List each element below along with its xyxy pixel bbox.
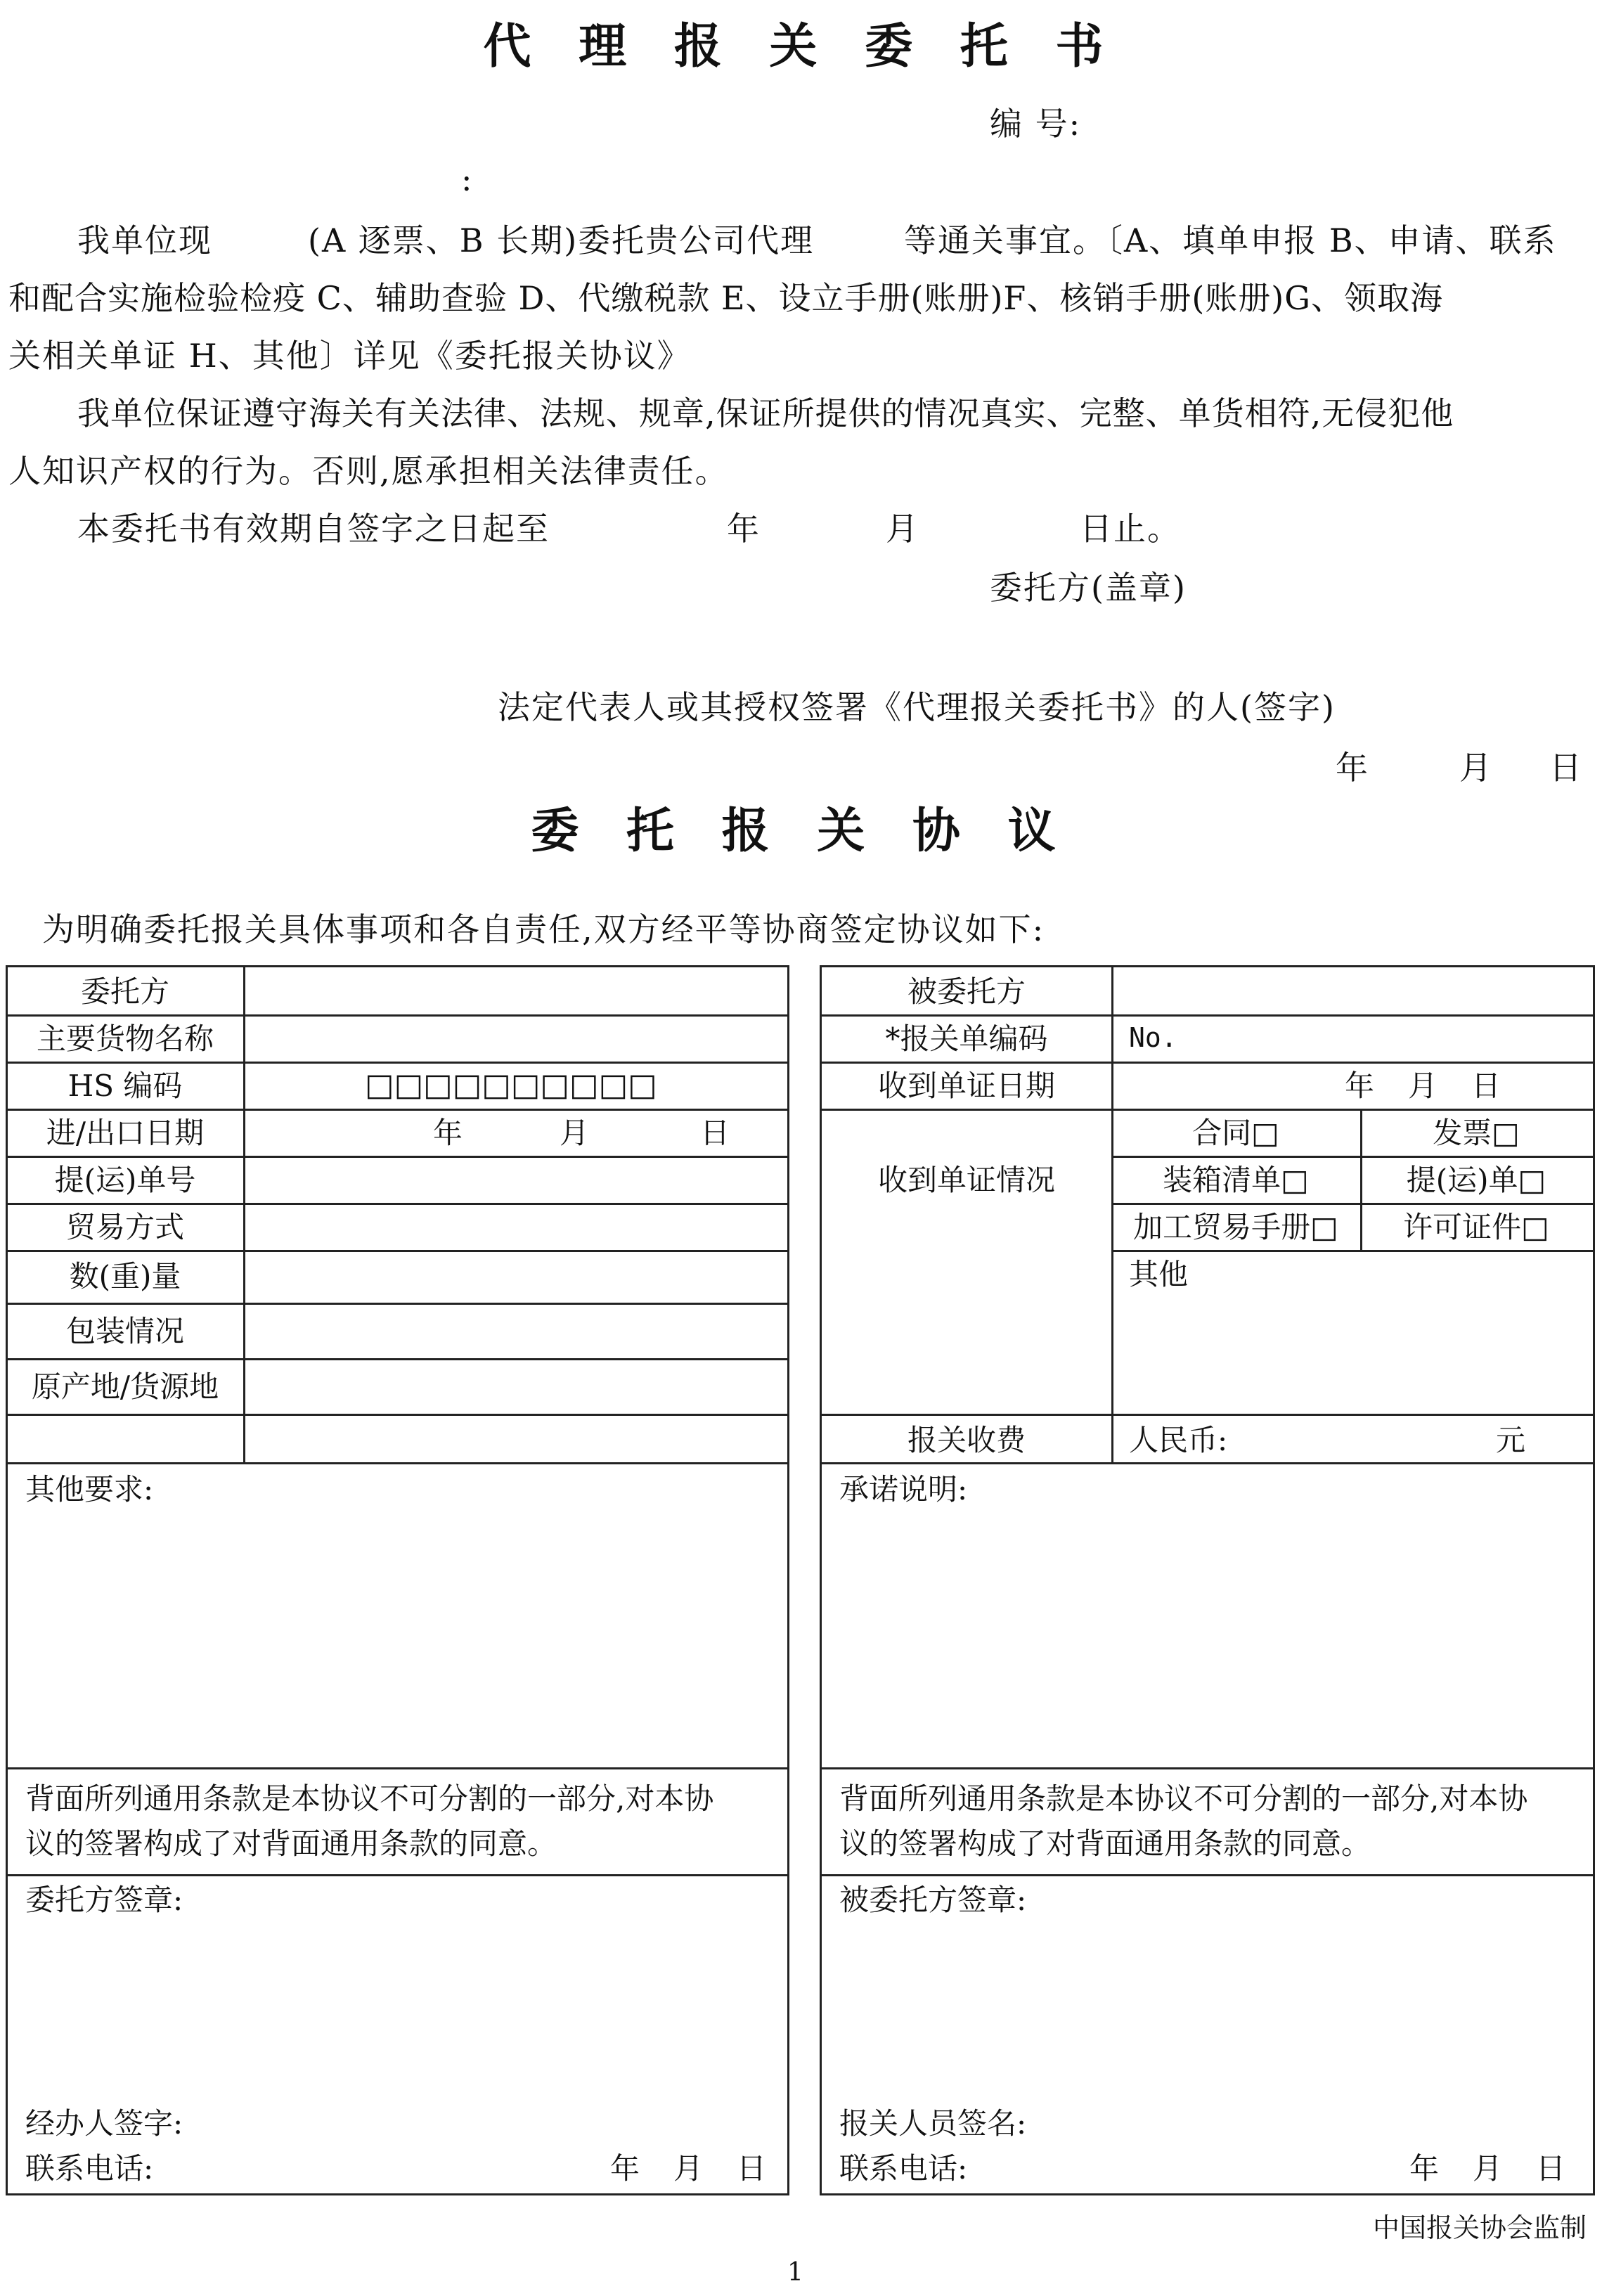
letter-date-year: 年 (1336, 749, 1369, 787)
row-goods-name: 主要货物名称 (36, 1021, 214, 1056)
principal-sign-month: 月 (673, 2151, 704, 2186)
principal-seal-label: 委托方签章: (25, 1883, 183, 1917)
agent-seal-label: 被委托方签章: (839, 1883, 1027, 1917)
doc-other-label: 其他 (1129, 1257, 1189, 1291)
agent-sign-month: 月 (1473, 2151, 1503, 2186)
para2-line2: 人知识产权的行为。否则,愿承担相关法律责任。 (8, 452, 729, 490)
para1-c: 等通关事宜。〔A、填单申报 B、申请、联系 (904, 221, 1557, 259)
principal-sign-year: 年 (610, 2151, 640, 2186)
fee-currency-label: 人民币: (1129, 1423, 1228, 1457)
doc-license-checkbox[interactable]: 许可证件□ (1403, 1210, 1549, 1244)
validity-year: 年 (727, 510, 761, 548)
validity-day: 日止。 (1080, 510, 1181, 548)
letter-title: 代 理 报 关 委 托 书 (483, 18, 1119, 75)
principal-table (6, 965, 789, 2195)
declaration-number-label: *报关单编码 (885, 1021, 1048, 1056)
row-quantity-weight: 数(重)量 (69, 1259, 181, 1294)
para1-line3: 关相关单证 H、其他〕详见《委托报关协议》 (8, 337, 691, 375)
para1-b: (A 逐票、B 长期)委托贵公司代理 (308, 221, 815, 259)
number-label: 编 号: (990, 105, 1082, 143)
row-principal: 委托方 (80, 974, 170, 1009)
received-status-label: 收到单证情况 (877, 1163, 1056, 1197)
principal-seal: 委托方(盖章) (990, 569, 1187, 607)
row-import-export-date: 进/出口日期 (46, 1116, 205, 1150)
doc-bill-of-lading-checkbox[interactable]: 提(运)单□ (1406, 1163, 1546, 1197)
principal-sign-day: 日 (737, 2151, 767, 2186)
agent-sign-year: 年 (1409, 2151, 1440, 2186)
right-clause-line1: 背面所列通用条款是本协议不可分割的一部分,对本协 (839, 1781, 1528, 1816)
right-clause-line2: 议的签署构成了对背面通用条款的同意。 (839, 1826, 1371, 1861)
received-date-label: 收到单证日期 (877, 1069, 1056, 1103)
row-origin: 原产地/货源地 (31, 1369, 219, 1404)
legal-rep-signature: 法定代表人或其授权签署《代理报关委托书》的人(签字) (498, 688, 1336, 726)
other-requirements-label: 其他要求: (25, 1472, 154, 1507)
para1-line2: 和配合实施检验检疫 C、辅助查验 D、代缴税款 E、设立手册(账册)F、核销手册(账册)G、领取海 (8, 279, 1443, 317)
agent-label: 被委托方 (907, 974, 1026, 1009)
agreement-title: 委 托 报 关 协 议 (531, 803, 1071, 859)
ie-date-month: 月 (560, 1116, 590, 1150)
agent-table (820, 965, 1595, 2195)
fee-unit-label: 元 (1496, 1423, 1526, 1457)
received-date-month: 月 (1408, 1069, 1438, 1103)
validity-month: 月 (886, 510, 919, 548)
agent-sign-day: 日 (1536, 2151, 1566, 2186)
customs-fee-label: 报关收费 (907, 1423, 1026, 1457)
doc-processing-manual-checkbox[interactable]: 加工贸易手册□ (1133, 1210, 1338, 1244)
declaration-number-value: No. (1129, 1022, 1177, 1053)
supervisor-note: 中国报关协会监制 (1373, 2212, 1587, 2243)
validity-prefix: 本委托书有效期自签字之日起至 (77, 510, 550, 548)
principal-phone-label: 联系电话: (25, 2151, 154, 2186)
left-clause-line2: 议的签署构成了对背面通用条款的同意。 (25, 1826, 557, 1861)
page-number: 1 (787, 2258, 803, 2287)
row-hs-code: HS 编码 (67, 1069, 183, 1103)
agreement-intro: 为明确委托报关具体事项和各自责任,双方经平等协商签定协议如下: (42, 910, 1045, 948)
doc-invoice-checkbox[interactable]: 发票□ (1433, 1116, 1520, 1150)
handler-signature-label: 经办人签字: (25, 2106, 183, 2141)
hs-code-boxes[interactable]: □□□□□□□□□□ (365, 1067, 657, 1103)
para2-line1: 我单位保证遵守海关有关法律、法规、规章,保证所提供的情况真实、完整、单货相符,无侵犯他 (77, 394, 1454, 432)
received-date-day: 日 (1471, 1069, 1501, 1103)
agent-phone-label: 联系电话: (839, 2151, 968, 2186)
recipient-colon: : (461, 160, 474, 198)
letter-date-month: 月 (1459, 749, 1493, 787)
promise-label: 承诺说明: (839, 1472, 968, 1507)
row-bill-of-lading: 提(运)单号 (54, 1163, 196, 1197)
left-clause-line1: 背面所列通用条款是本协议不可分割的一部分,对本协 (25, 1781, 714, 1816)
customs-officer-signature-label: 报关人员签名: (839, 2106, 1027, 2141)
row-trade-mode: 贸易方式 (65, 1210, 185, 1244)
doc-contract-checkbox[interactable]: 合同□ (1192, 1116, 1279, 1150)
row-packing: 包装情况 (65, 1314, 185, 1348)
ie-date-day: 日 (700, 1116, 730, 1150)
ie-date-year: 年 (433, 1116, 463, 1150)
doc-packing-list-checkbox[interactable]: 装箱清单□ (1163, 1163, 1309, 1197)
received-date-year: 年 (1345, 1069, 1375, 1103)
letter-date-day: 日 (1549, 749, 1583, 787)
para1-a: 我单位现 (77, 221, 212, 259)
